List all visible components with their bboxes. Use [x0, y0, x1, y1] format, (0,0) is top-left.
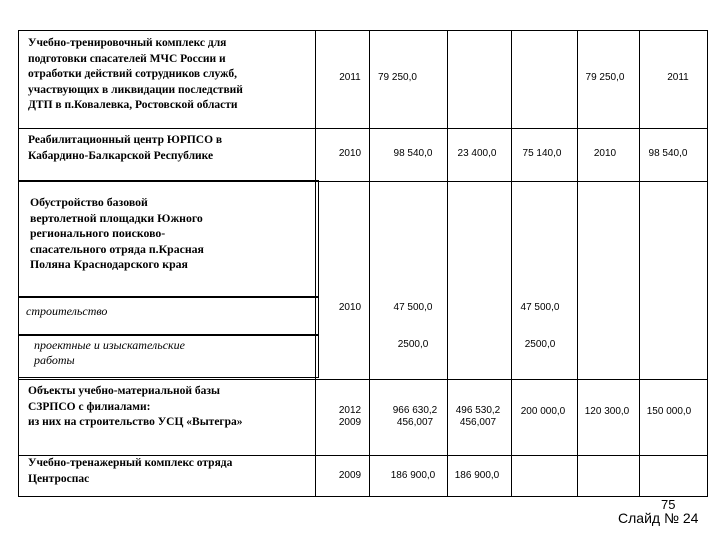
row-label-construction: [26, 304, 107, 319]
cell-line: 2012: [338, 405, 362, 416]
label-line: Реабилитационный центр ЮРПСО в: [28, 134, 223, 146]
table-cell: 2010: [338, 302, 362, 313]
row-label-training-complex: [28, 36, 243, 114]
table-cell: 2500,0: [397, 339, 429, 350]
column-divider: [639, 31, 640, 496]
label-line: проектные и изыскательские: [34, 338, 185, 352]
row-label-rehab-center: [28, 133, 222, 164]
label-line: Кабардино-Балкарской Республике: [28, 149, 214, 162]
row-label-helipad: [30, 195, 204, 273]
table-cell: 2011: [667, 72, 689, 83]
column-divider: [577, 31, 578, 496]
label-line: вертолетной площадки Южного: [30, 210, 203, 225]
table-cell: 200 000,0: [520, 406, 566, 417]
table-cell: 98 540,0: [648, 148, 688, 159]
table-cell: 79 250,0: [585, 72, 625, 83]
label-line: СЗРПСО с филиалами:: [28, 400, 151, 413]
table-cell: 2010: [593, 148, 617, 159]
table-cell: 2500,0: [524, 339, 556, 350]
label-line: регионального поисково-: [30, 226, 166, 241]
label-line: из них на строительство УСЦ «Вытегра»: [28, 416, 243, 429]
table-cell: [330, 405, 370, 429]
label-line: спасательного отряда п.Красная: [30, 241, 204, 256]
table-cell: 98 540,0: [393, 148, 433, 159]
cell-line: 966 630,2: [392, 405, 438, 416]
table-cell: 186 900,0: [454, 470, 500, 481]
row-divider: [19, 379, 707, 380]
column-divider: [511, 31, 512, 496]
table-cell: 79 250,0: [378, 72, 417, 83]
cell-line: 2009: [338, 417, 362, 428]
table-cell: 120 300,0: [584, 406, 630, 417]
label-line: участвующих в ликвидации последствий: [28, 83, 243, 96]
cell-line: 456,007: [396, 417, 434, 428]
table-cell: 2011: [339, 72, 361, 83]
table-cell: 186 900,0: [390, 470, 436, 481]
page-number: 75: [661, 497, 676, 512]
label-line: Центроспас: [28, 472, 90, 485]
cell-line: 496 530,2: [455, 405, 501, 416]
table-cell: 23 400,0: [457, 148, 497, 159]
table-cell: 2010: [338, 148, 362, 159]
row-label-szrpso: [28, 384, 243, 431]
label-line: Поляна Краснодарского края: [30, 257, 188, 272]
label-line: Объекты учебно-материальной базы: [28, 385, 220, 397]
label-line: отработки действий сотрудников служб,: [28, 68, 237, 81]
label-line: Учебно-тренировочный комплекс для: [28, 37, 227, 49]
table-cell: [385, 405, 445, 429]
label-line: работы: [34, 353, 75, 367]
table-cell: 150 000,0: [646, 406, 692, 417]
table-cell: 75 140,0: [522, 148, 562, 159]
table-cell: 2009: [338, 470, 362, 481]
table-cell: 47 500,0: [393, 302, 433, 313]
label-line: строительство: [26, 304, 108, 318]
row-label-design-works: [34, 338, 185, 368]
label-line: подготовки спасателей МЧС России и: [28, 52, 226, 65]
cell-line: 456,007: [459, 417, 497, 428]
slide-number: Слайд № 24: [618, 510, 699, 526]
row-label-centrospas: [28, 456, 232, 487]
label-line: Учебно-тренажерный комплекс отряда: [28, 457, 233, 469]
table-cell: [448, 405, 508, 429]
label-line: Обустройство базовой: [30, 195, 148, 209]
table-cell: 47 500,0: [520, 302, 560, 313]
label-line: ДТП в п.Ковалевка, Ростовской области: [28, 99, 238, 112]
row-divider: [19, 128, 707, 129]
